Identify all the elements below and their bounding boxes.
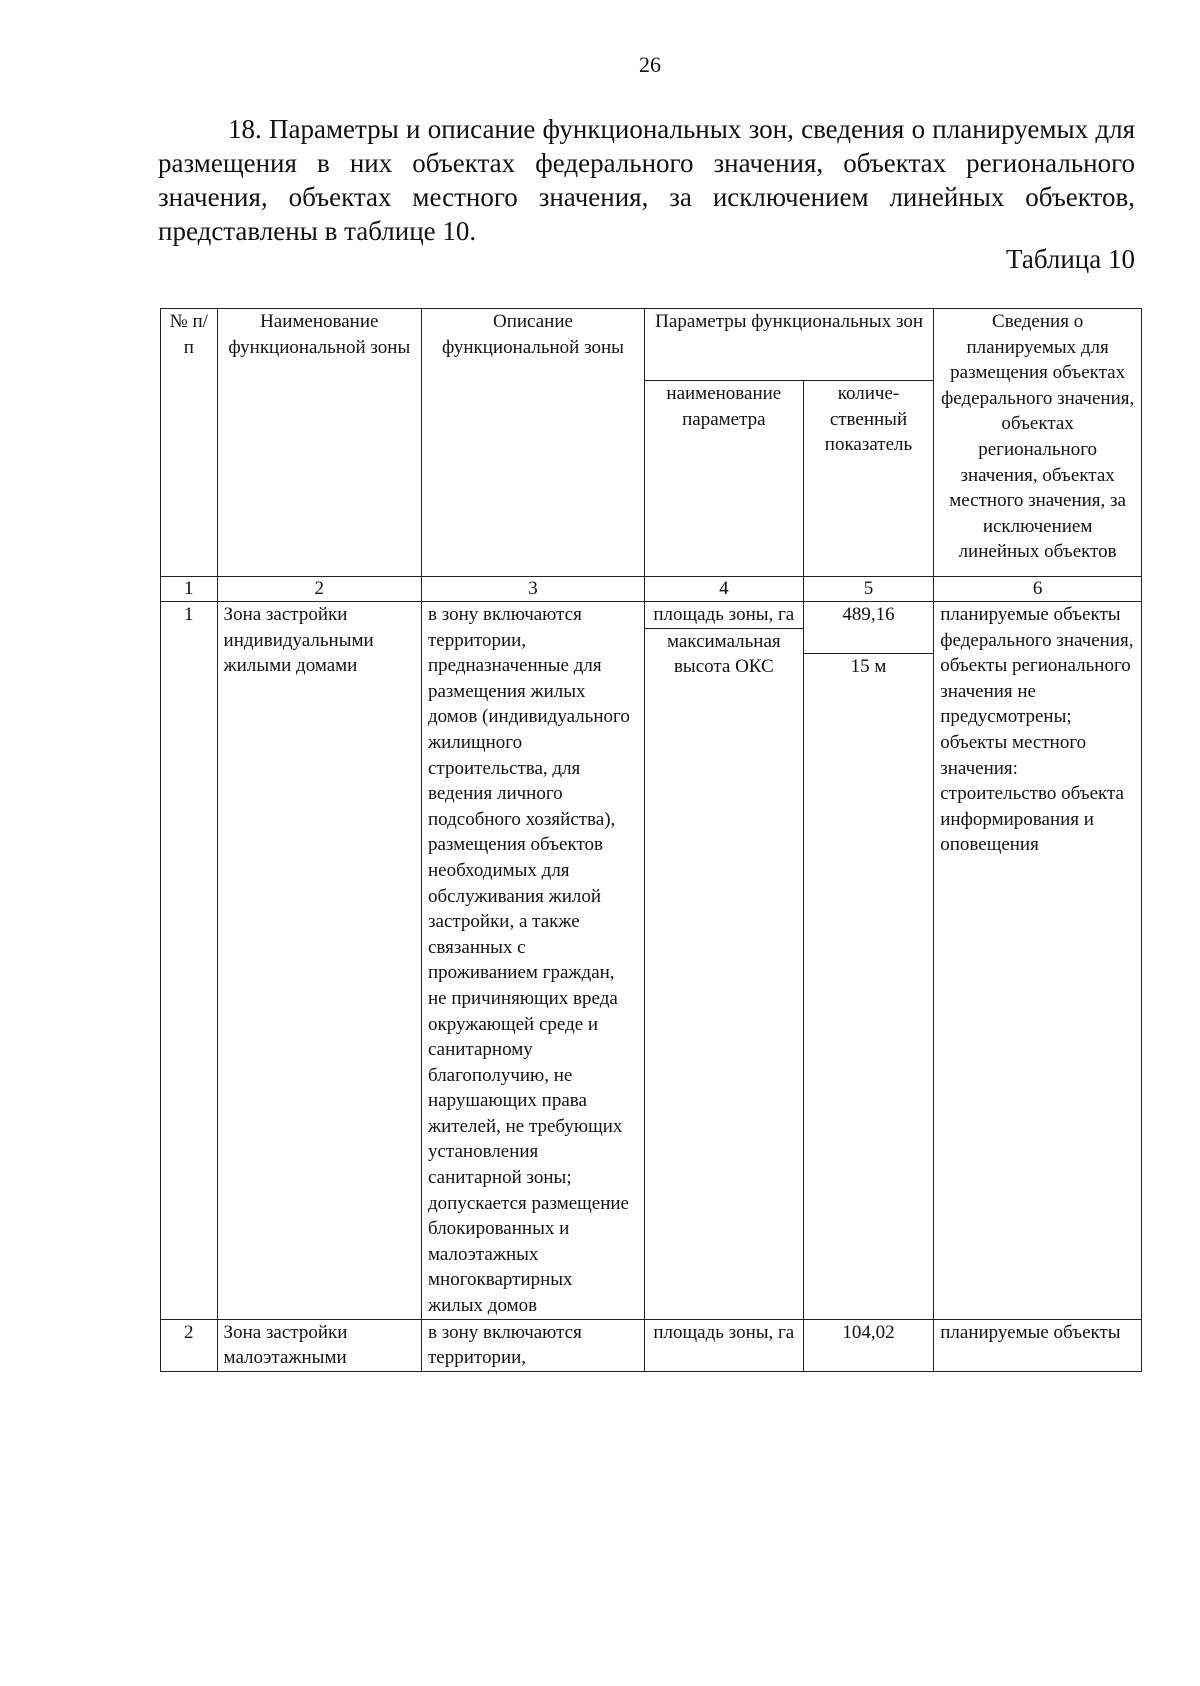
table-row [161, 602, 1142, 1320]
column-number: 3 [422, 577, 645, 602]
column-number: 6 [934, 577, 1142, 602]
table-row [161, 1319, 1142, 1371]
row-zone-name: Зона застройки малоэтажными [217, 1319, 421, 1371]
page-number: 26 [639, 52, 661, 77]
row-param-names [644, 602, 803, 1320]
row-zone-description: в зону включаются территории, [422, 1319, 645, 1371]
row-param-values [803, 602, 934, 1320]
row-num: 1 [161, 602, 218, 1320]
row-zone-name: Зона застройки индивидуальными жилыми домами [217, 602, 421, 1320]
column-numbers-row [161, 577, 1142, 602]
header-objects-info: Сведения о планируемых для размещения объектах федерального значения, объектах регионального значения, объектах местного значения, за исключением линейных объектов [934, 309, 1142, 577]
functional-zones-table [160, 308, 1142, 1372]
row-zone-description: в зону включаются территории, предназначенные для размещения жилых домов (индивидуального жилищного строительства, для ведения личного подсобного хозяйства), размещения объектов необходимых для обслуживания жилой застройки, а также связанных с проживанием граждан, не причиняющих вреда окружающей среде и санитарному благополучию, не нарушающих права жителей, не требующих установления санитарной зоны; допускается размещение блокированных и малоэтажных многоквартирных жилых домов [422, 602, 645, 1320]
param-value: 489,16 [842, 604, 895, 625]
row-objects-info: планируемые объекты федерального значения, объекты регионального значения не предусмотрены; объекты местного значения: строительство объекта информирования и оповещения [934, 602, 1142, 1320]
header-params-group: Параметры функциональных зон [644, 309, 933, 381]
param-name: площадь зоны, га [653, 604, 795, 625]
row-objects-info: планируемые объекты [934, 1319, 1142, 1371]
header-zone-name: Наименование функциональной зоны [217, 309, 421, 577]
intro-paragraph: 18. Параметры и описание функциональных зон, сведения о планируемых для размещения в них объектах федерального значения, объектах регионального значения, объектах местного значения, за исключением линейных объектов, представлены в таблице 10. [158, 114, 1135, 246]
column-number: 5 [803, 577, 934, 602]
header-param-name: наименование параметра [644, 381, 803, 577]
header-num: № п/п [161, 309, 218, 577]
row-param-values: 104,02 [803, 1319, 934, 1371]
column-number: 2 [217, 577, 421, 602]
param-value: 15 м [850, 656, 887, 677]
row-num: 2 [161, 1319, 218, 1371]
row-param-names: площадь зоны, га [644, 1319, 803, 1371]
header-zone-description: Описание функциональной зоны [422, 309, 645, 577]
column-number: 4 [644, 577, 803, 602]
table-header-row-top [161, 309, 1142, 381]
table-caption: Таблица 10 [1006, 244, 1135, 274]
column-number: 1 [161, 577, 218, 602]
param-name: максимальная высота ОКС [666, 630, 781, 678]
header-param-value: количе-ственный показатель [803, 381, 934, 577]
